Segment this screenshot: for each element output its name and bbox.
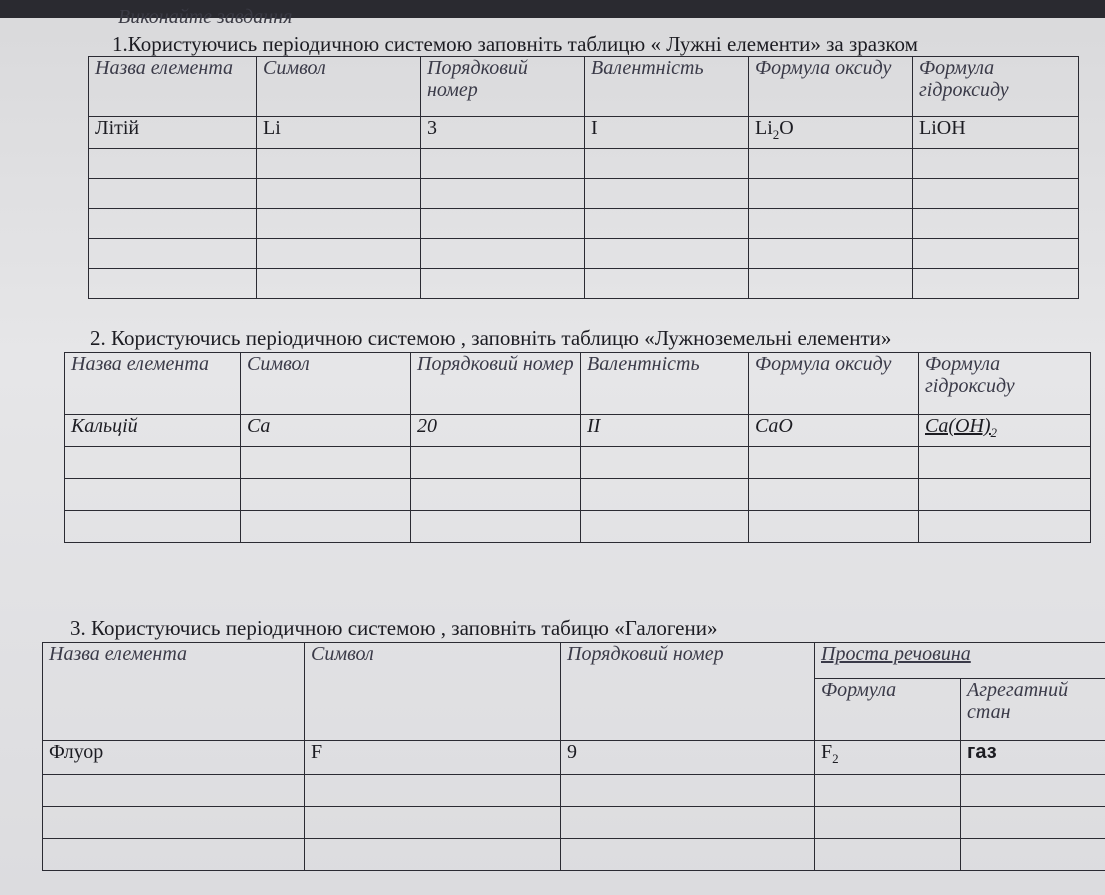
task3-header-name: Назва елемента [43, 643, 305, 741]
formula-subscript: 2 [832, 751, 839, 766]
task3-table [42, 642, 1105, 871]
task2-empty-row[interactable] [65, 479, 1091, 511]
task1-sample-number: 3 [421, 117, 585, 149]
task1-empty-row[interactable] [89, 239, 1079, 269]
task2-table [64, 352, 1091, 543]
task1-header-symbol: Символ [257, 57, 421, 117]
task1-sample-name: Літій [89, 117, 257, 149]
task3-sample-row [43, 741, 1105, 775]
task1-empty-row[interactable] [89, 209, 1079, 239]
task2-header-symbol: Символ [241, 353, 411, 415]
task2-sample-row [65, 415, 1091, 447]
task2-sample-valence: II [581, 415, 749, 447]
task2-title: 2. Користуючись періодичною системою , заповніть таблицю «Лужноземельні елементи» [90, 326, 892, 350]
oxide-tail: O [779, 117, 794, 139]
task2-header-name: Назва елемента [65, 353, 241, 415]
task1-table [88, 56, 1079, 299]
task2-header-valence: Валентність [581, 353, 749, 415]
task2-sample-number: 20 [411, 415, 581, 447]
task3-empty-row[interactable] [43, 839, 1105, 871]
oxide-subscript: 2 [772, 127, 780, 142]
task2-empty-row[interactable] [65, 447, 1091, 479]
task3-header-row [43, 643, 1105, 679]
task1-header-oxide: Формула оксиду [749, 57, 913, 117]
task3-empty-row[interactable] [43, 775, 1105, 807]
task2-sample-name: Кальцій [65, 415, 241, 447]
task2-header-oxide: Формула оксиду [749, 353, 919, 415]
formula-base: F [821, 741, 833, 763]
task3-header-formula: Формула [815, 679, 961, 741]
task1-sample-row [89, 117, 1079, 149]
task1-header-row [89, 57, 1079, 117]
task1-header-number: Порядковий номер [421, 57, 585, 117]
task2-header-row [65, 353, 1091, 415]
task3-sample-name: Флуор [43, 741, 305, 775]
hydroxide-base: Ca(OH) [925, 415, 991, 437]
task3-header-simple-substance: Проста речовина [815, 643, 1105, 679]
task3-header-number: Порядковий номер [561, 643, 815, 741]
task1-empty-row[interactable] [89, 179, 1079, 209]
task1-sample-valence: I [585, 117, 749, 149]
task1-header-name: Назва елемента [89, 57, 257, 117]
task3-sample-number: 9 [561, 741, 815, 775]
task2-sample-hydroxide [919, 415, 1091, 447]
task1-title: 1.Користуючись періодичною системою заповніть таблицю « Лужні елементи» за зразком [112, 32, 918, 56]
task3-sample-formula [815, 741, 961, 775]
task3-header-symbol: Символ [305, 643, 561, 741]
task2-header-number: Порядковий номер [411, 353, 581, 415]
task2-header-hydroxide: Формула гідроксиду [919, 353, 1091, 415]
task2-sample-symbol: Ca [241, 415, 411, 447]
task1-empty-row[interactable] [89, 149, 1079, 179]
worksheet-heading: Виконайте завдання [118, 6, 293, 28]
oxide-base: Li [755, 117, 773, 139]
task1-sample-hydroxide: LiOH [913, 117, 1079, 149]
task1-sample-symbol: Li [257, 117, 421, 149]
task3-sample-symbol: F [305, 741, 561, 775]
task3-sample-state: газ [961, 741, 1105, 775]
task3-title: 3. Користуючись періодичною системою , заповніть табицю «Галогени» [70, 616, 718, 640]
hydroxide-subscript: 2 [990, 425, 998, 440]
task1-empty-row[interactable] [89, 269, 1079, 299]
task2-sample-oxide: CaO [749, 415, 919, 447]
task2-empty-row[interactable] [65, 511, 1091, 543]
task3-empty-row[interactable] [43, 807, 1105, 839]
task1-header-hydroxide: Формула гідроксиду [913, 57, 1079, 117]
task1-sample-oxide [749, 117, 913, 149]
task1-header-valence: Валентність [585, 57, 749, 117]
task3-header-state: Агрегатний стан [961, 679, 1105, 741]
